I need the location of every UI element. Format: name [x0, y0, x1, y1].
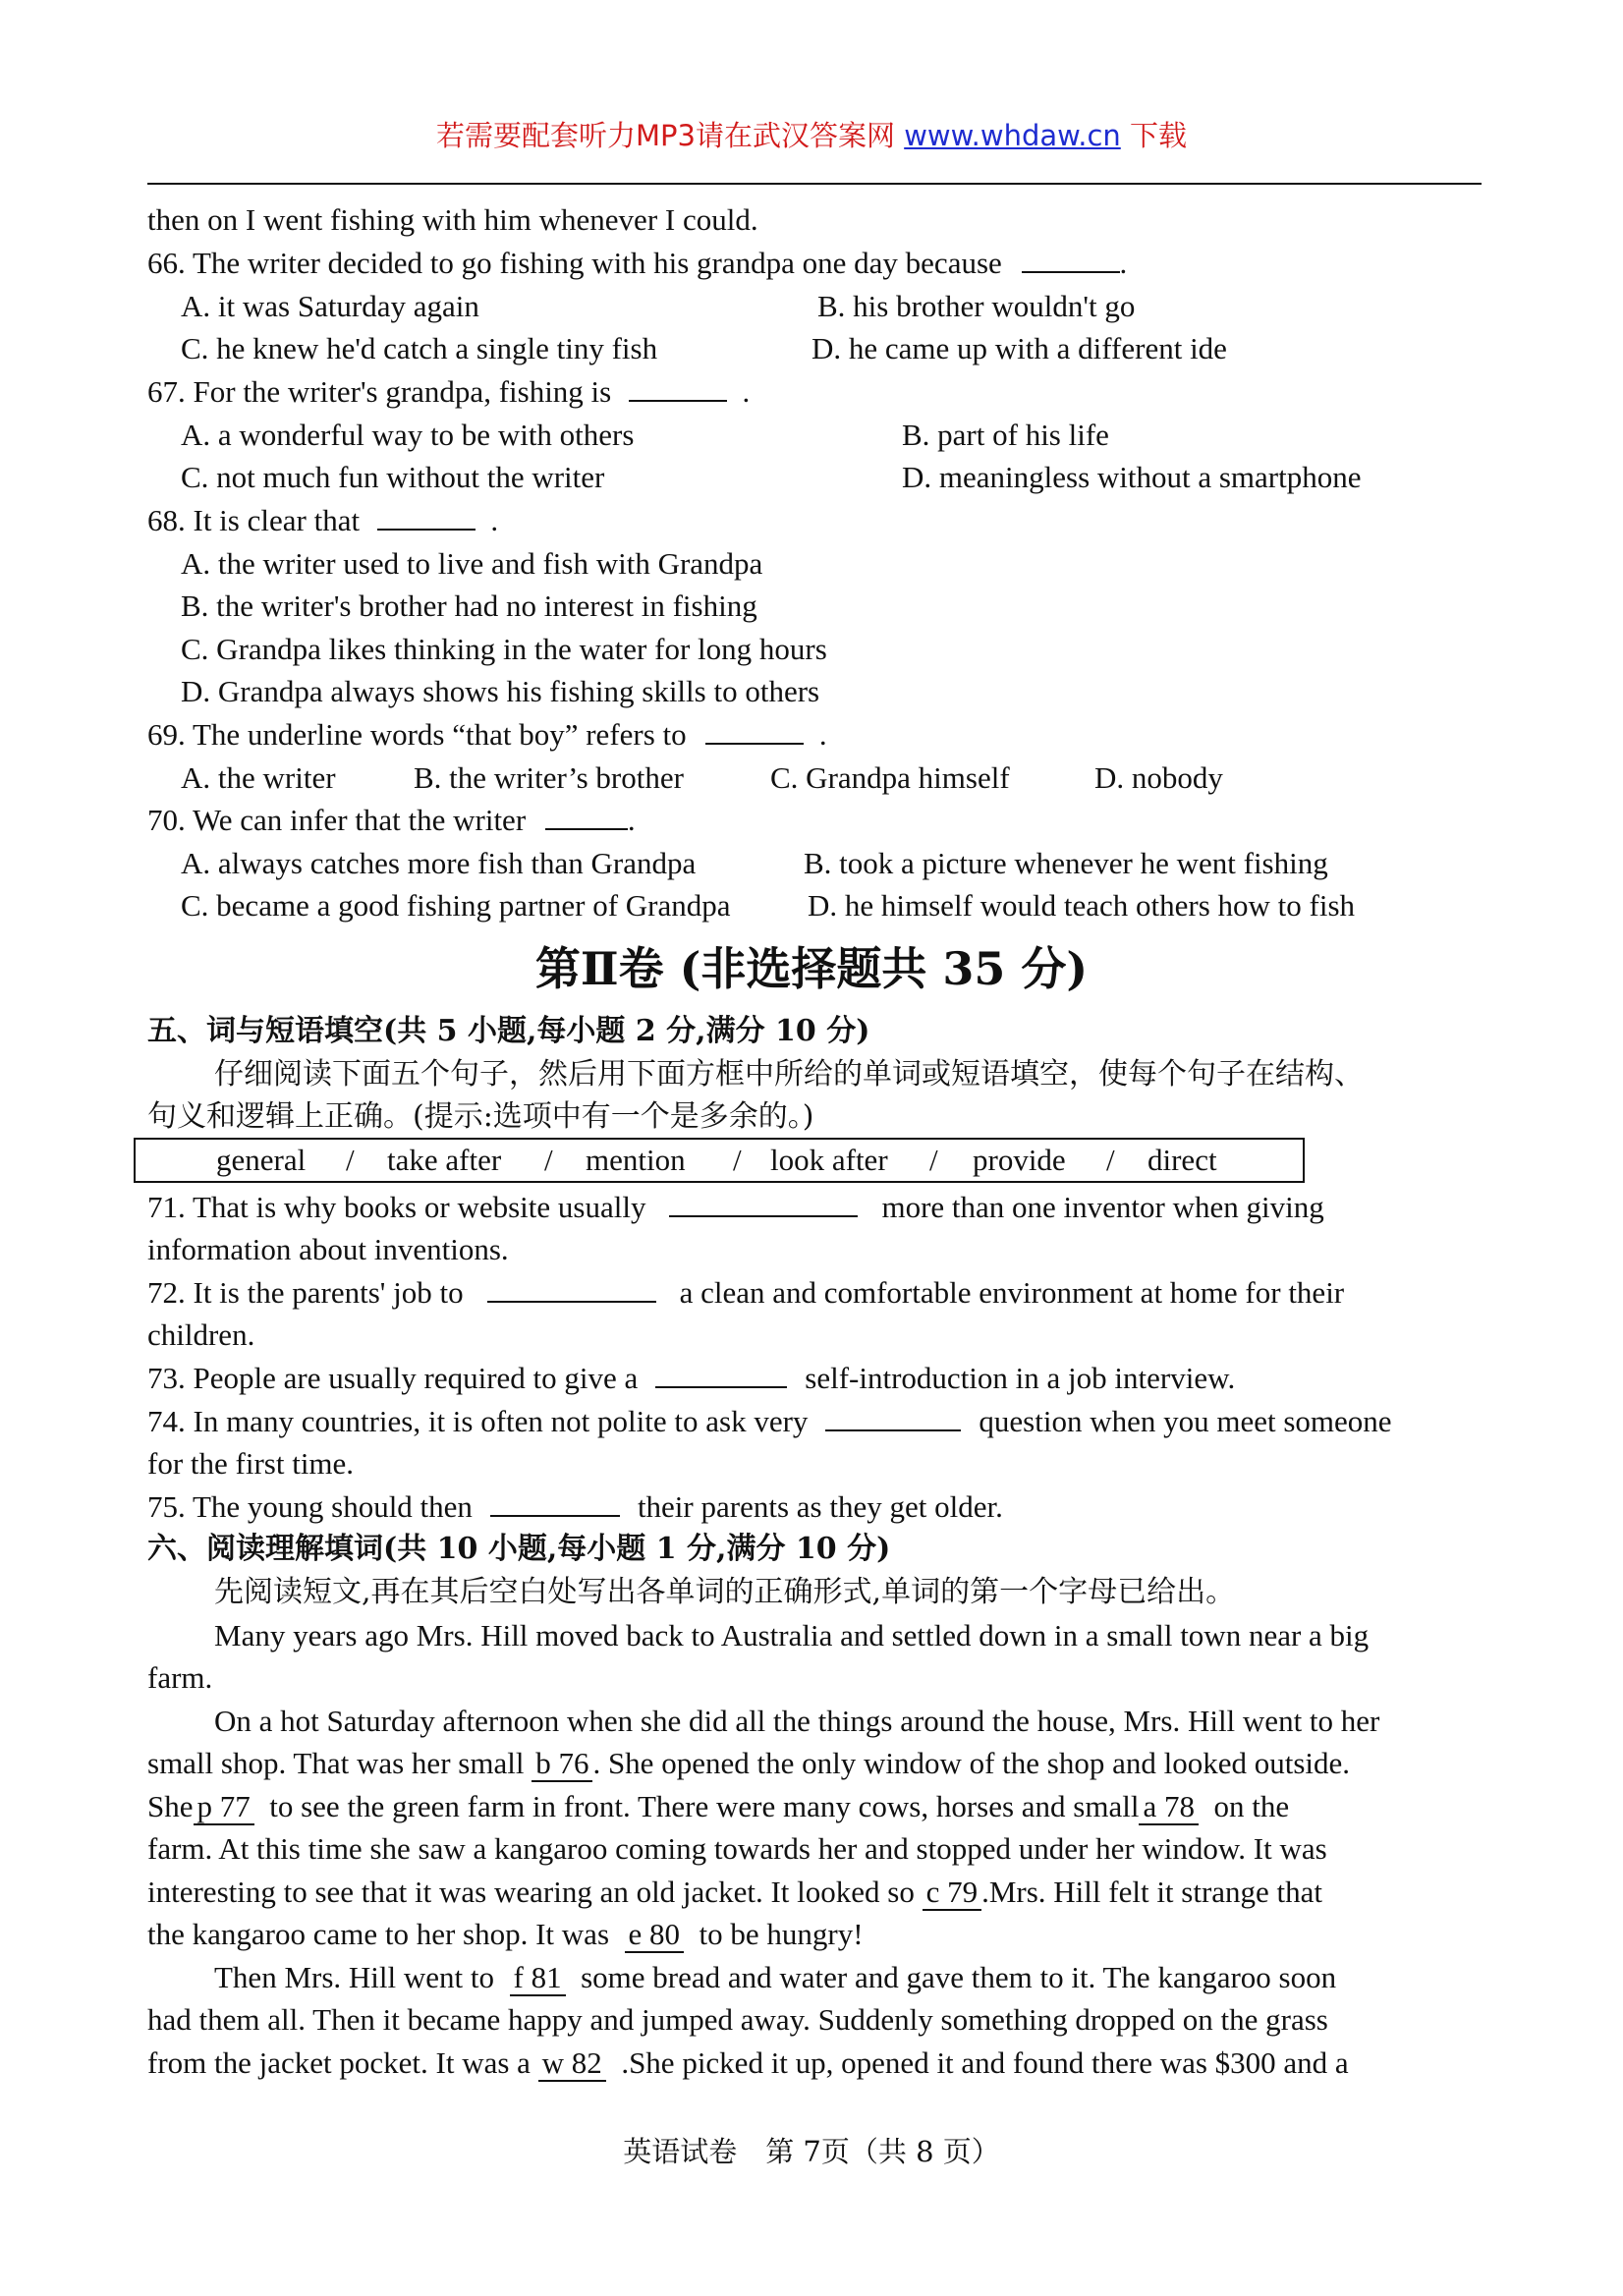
part5-instruction: 仔细阅读下面五个句子，然后用下面方框中所给的单词或短语填空，使每个句子在结构、 [214, 1057, 1364, 1092]
text-line: information about inventions. [147, 1232, 509, 1266]
section-title: 第Ⅱ卷 (非选择题共 35 分) [534, 942, 1089, 995]
question-70: 70. We can infer that the writer . [147, 803, 636, 837]
option-70d: D. he himself would teach others how to fish [808, 888, 1356, 923]
answer-blank [545, 801, 628, 830]
passage-line: farm. [147, 1660, 213, 1695]
text-line: for the first time. [147, 1446, 355, 1481]
text-line: then on I went fishing with him whenever I could. [147, 202, 758, 237]
page-footer: 英语试卷 第 7页（共 8 页） [623, 2135, 1000, 2168]
header-mp3: MP3 [635, 119, 696, 152]
option-68a: A. the writer used to live and fish with Grandpa [181, 546, 763, 581]
option-66b: B. his brother wouldn't go [817, 289, 1136, 323]
option-69b: B. the writer’s brother [414, 760, 684, 795]
option-67d: D. meaningless without a smartphone [902, 460, 1362, 494]
answer-blank [490, 1487, 620, 1517]
question-68: 68. It is clear that . [147, 503, 499, 537]
part6-title: 六、阅读理解填词(共 10 小题,每小题 1 分,满分 10 分) [147, 1532, 891, 1566]
option-66a: A. it was Saturday again [181, 289, 479, 323]
option-69d: D. nobody [1094, 760, 1223, 795]
option-67c: C. not much fun without the writer [181, 460, 605, 494]
question-72: 72. It is the parents' job to a clean and comfortable environment at home for their [147, 1275, 1345, 1310]
option-66d: D. he came up with a different ide [812, 331, 1227, 365]
option-68c: C. Grandpa likes thinking in the water for long hours [181, 632, 827, 666]
fill-blank-78[interactable]: a 78 [1139, 1789, 1199, 1825]
word-bank-item: look after [770, 1143, 888, 1177]
header-rule [147, 183, 1482, 185]
option-66c: C. he knew he'd catch a single tiny fish [181, 331, 658, 365]
question-75: 75. The young should then their parents as they get older. [147, 1489, 1003, 1524]
question-74: 74. In many countries, it is often not polite to ask very question when you meet someone [147, 1404, 1392, 1438]
answer-blank [377, 501, 476, 531]
option-68d: D. Grandpa always shows his fishing skills to others [181, 674, 820, 708]
word-bank-item: provide [973, 1143, 1066, 1177]
passage-line: had them all. Then it became happy and jumped away. Suddenly something dropped on the grass [147, 2002, 1328, 2037]
fill-blank-82[interactable]: w 82 [538, 2045, 606, 2082]
passage-line: small shop. That was her small b 76 . She opened the only window of the shop and looked outside. [147, 1746, 1351, 1780]
word-bank-item: mention [586, 1143, 686, 1177]
option-68b: B. the writer's brother had no interest in fishing [181, 588, 757, 623]
question-text: 68. It is clear that [147, 503, 361, 537]
passage-line: the kangaroo came to her shop. It was e 80 to be hungry! [147, 1917, 864, 1951]
header-link[interactable]: www.whdaw.cn [904, 119, 1121, 152]
word-bank-item: general [216, 1143, 307, 1177]
question-text: 66. The writer decided to go fishing with his grandpa one day because [147, 246, 1002, 280]
header-middle: 请在武汉答案网 [695, 119, 895, 152]
part6-instruction: 先阅读短文,再在其后空白处写出各单词的正确形式,单词的第一个字母已给出。 [214, 1575, 1236, 1609]
passage-line: farm. At this time she saw a kangaroo coming towards her and stopped under her window. It was [147, 1831, 1327, 1866]
header-prefix: 若需要配套听力 [435, 119, 636, 152]
option-70a: A. always catches more fish than Grandpa [181, 846, 697, 880]
question-73: 73. People are usually required to give a self-introduction in a job interview. [147, 1361, 1236, 1395]
answer-blank [487, 1273, 656, 1303]
fill-blank-77[interactable]: p 77 [194, 1789, 254, 1825]
page-header [0, 114, 1623, 154]
text-line: children. [147, 1317, 255, 1352]
option-67a: A. a wonderful way to be with others [181, 418, 635, 452]
answer-blank [629, 372, 727, 402]
word-bank-item: direct [1147, 1143, 1217, 1177]
question-71: 71. That is why books or website usually more than one inventor when giving [147, 1190, 1324, 1224]
passage-line: Then Mrs. Hill went to f 81 some bread and water and gave them to it. The kangaroo soon [214, 1960, 1337, 1994]
question-66: 66. The writer decided to go fishing with his grandpa one day because . [147, 246, 1128, 280]
option-67b: B. part of his life [902, 418, 1109, 452]
passage-line: On a hot Saturday afternoon when she did all the things around the house, Mrs. Hill went to her [214, 1704, 1380, 1738]
question-text: 69. The underline words “that boy” refers to [147, 717, 687, 752]
option-70b: B. took a picture whenever he went fishing [804, 846, 1328, 880]
word-bank: general / take after / mention / look after / provide / direct [134, 1138, 1305, 1183]
answer-blank [825, 1402, 961, 1431]
passage-line: She p 77 to see the green farm in front. There were many cows, horses and small a 78 on the [147, 1789, 1290, 1823]
answer-blank [669, 1188, 858, 1217]
part5-title: 五、词与短语填空(共 5 小题,每小题 2 分,满分 10 分) [147, 1014, 870, 1048]
answer-blank [655, 1359, 787, 1388]
header-suffix: 下载 [1130, 119, 1188, 152]
fill-blank-79[interactable]: c 79 [923, 1875, 982, 1911]
question-text: 70. We can infer that the writer [147, 803, 527, 837]
fill-blank-81[interactable]: f 81 [510, 1960, 566, 1996]
fill-blank-76[interactable]: b 76 [532, 1746, 592, 1782]
passage-line: from the jacket pocket. It was a w 82 .She picked it up, opened it and found there was $300 and a [147, 2045, 1349, 2080]
passage-line: Many years ago Mrs. Hill moved back to Australia and settled down in a small town near a big [214, 1618, 1370, 1652]
answer-blank [705, 715, 804, 745]
question-69: 69. The underline words “that boy” refers to . [147, 717, 827, 752]
answer-blank [1022, 244, 1120, 273]
part5-instruction: 句义和逻辑上正确。(提示:选项中有一个是多余的。) [147, 1099, 814, 1134]
word-bank-item: take after [387, 1143, 502, 1177]
option-70c: C. became a good fishing partner of Grandpa [181, 888, 731, 923]
question-67: 67. For the writer's grandpa, fishing is . [147, 374, 751, 409]
option-69c: C. Grandpa himself [770, 760, 1010, 795]
fill-blank-80[interactable]: e 80 [625, 1917, 685, 1953]
option-69a: A. the writer [181, 760, 336, 795]
question-text: 67. For the writer's grandpa, fishing is [147, 374, 612, 409]
passage-line: interesting to see that it was wearing an old jacket. It looked so c 79 .Mrs. Hill felt it strange that [147, 1875, 1323, 1909]
